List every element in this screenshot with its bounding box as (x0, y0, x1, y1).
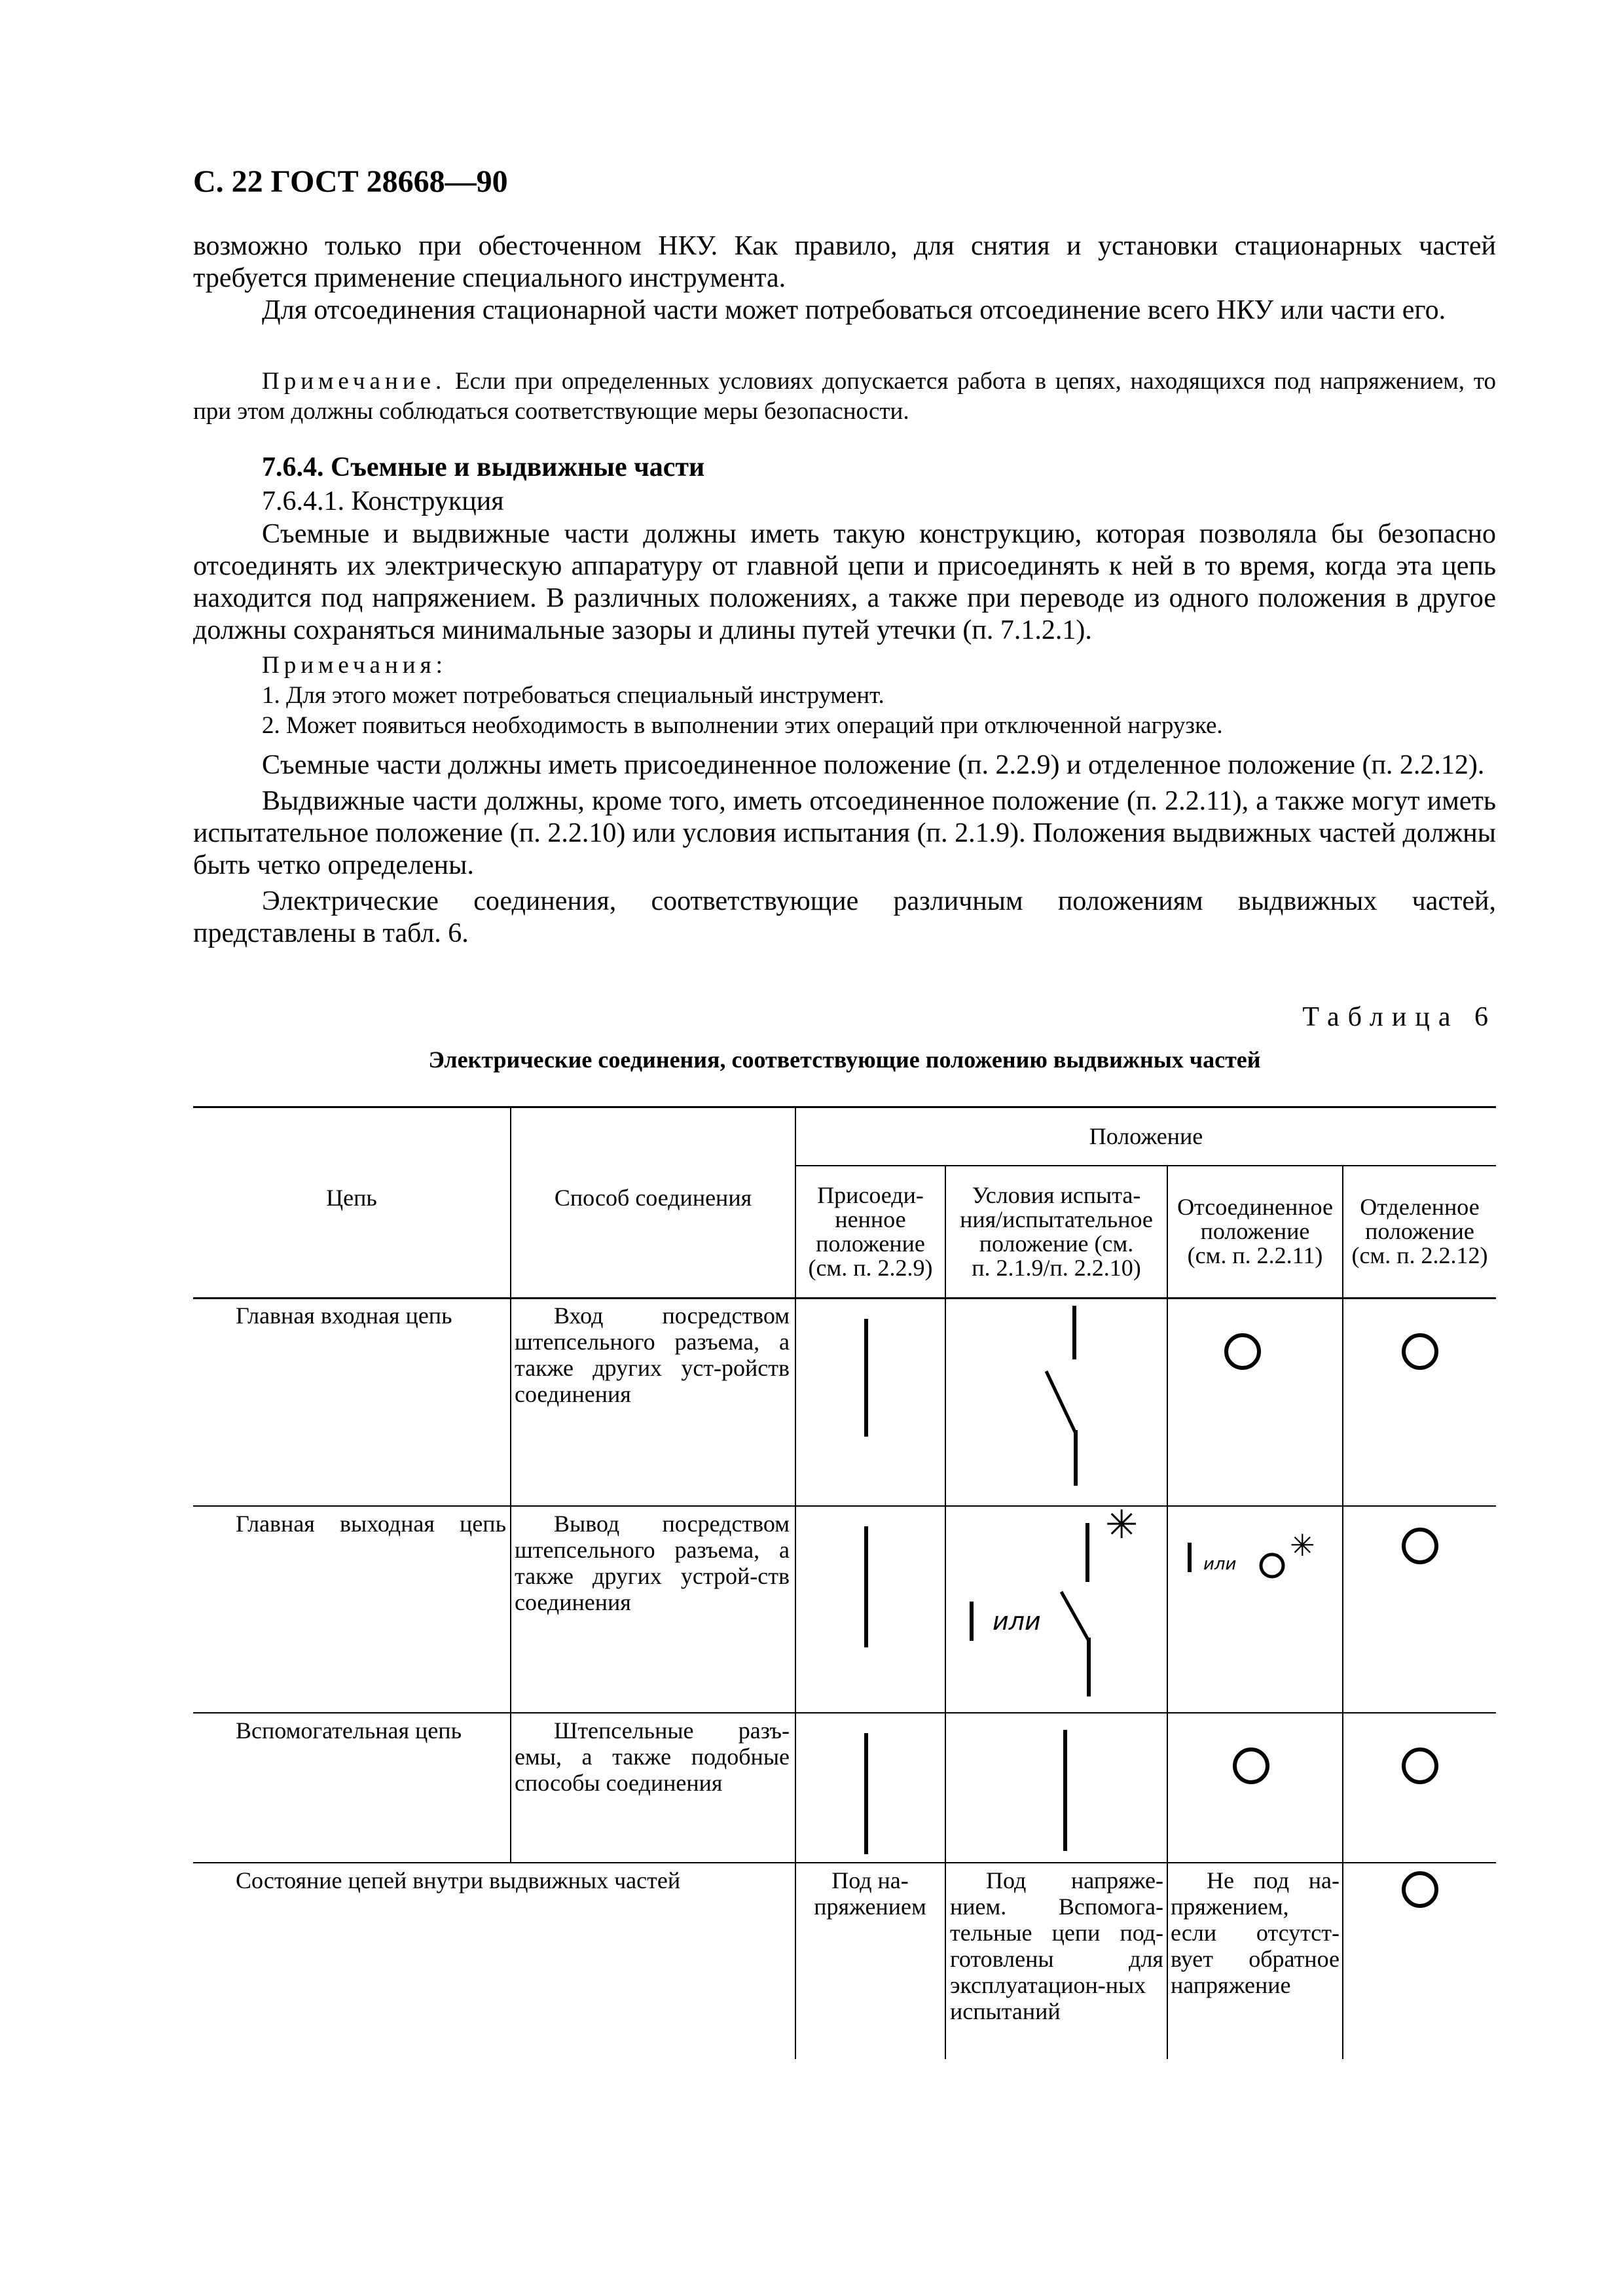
open-circle-icon (1404, 1749, 1436, 1782)
header-test: Условия испыта- ния/испытательное положение (см. п. 2.1.9/п. 2.2.10) (960, 1182, 1153, 1281)
construction-text (193, 518, 1496, 647)
paragraph-6: Электрические соединения, соответствующие различным положениям выдвижных частей, представлены в табл. 6. (193, 886, 1496, 948)
table-top-border (193, 1106, 1496, 1108)
note-1-text: Если при определенных условиях допускается работа в цепях, находящихся под напряжением, то при этом должны соблюдаться соответствующие меры безопасности. (193, 368, 1496, 425)
positions-text (193, 749, 1496, 950)
header-removed: Отделенное положение (см. п. 2.2.12) (1351, 1194, 1488, 1268)
row-2-method: Вывод посредством штепсельного разъема, а также других устрой-ств соединения (515, 1511, 790, 1615)
paragraph-3: Съемные и выдвижные части должны иметь такую конструкцию, которая позволяла бы безопасно отсоединять их электрическую аппаратуру от главной цепи и присоединять к ней в то время, когда эта цепь находится под напряжением. В различных положениях, а также при переводе из одного положения в другое должны сохраняться минимальные зазоры и длины путей утечки (п. 7.1.2.1). (193, 519, 1496, 645)
header-connected: Присоеди- ненное положение (см. п. 2.2.9) (808, 1182, 933, 1281)
state-row-symbol (1343, 1863, 1496, 1942)
paragraph-5: Выдвижные части должны, кроме того, иметь отсоединенное положение (п. 2.2.11), а также могут иметь испытательное положение (п. 2.2.10) или условия испытания (п. 2.1.9). Положения выдвижных частей должны быть четко определены. (193, 786, 1496, 880)
row-1-symbols (796, 1299, 1496, 1505)
paragraph-1: возможно только при обесточенном НКУ. Как правило, для снятия и установки стационарных частей требуется применение специального инструмента. (193, 231, 1496, 293)
intro-text (193, 230, 1496, 327)
asterisk-icon: ✳ (1105, 1502, 1139, 1548)
header-position: Положение (1089, 1123, 1203, 1149)
row-3-circuit: Вспомогательная цепь (236, 1717, 462, 1744)
state-row-connected: Под на-пряжением (814, 1867, 926, 1920)
state-row-disconnected: Не под на-пряжением, если отсутст-вует обратное напряжение (1171, 1867, 1340, 1998)
table-title: Электрические соединения, соответствующие положению выдвижных частей (428, 1047, 1261, 1073)
row-1-circuit: Главная входная цепь (236, 1302, 452, 1329)
row-2-symbols (796, 1502, 1496, 1712)
header-method: Способ соединения (554, 1185, 752, 1211)
state-row-test: Под напряже-нием. Вспомога-тельные цепи под-готовлены для эксплуатацион-ных испытаний (950, 1867, 1163, 2024)
note-item-2: 2. Может появиться необходимость в выполнении этих операций при отключенной нагрузке. (262, 712, 1223, 739)
open-circle-icon (1404, 1335, 1436, 1368)
section-title: 7.6.4. Съемные и выдвижные части (262, 452, 705, 482)
row-divider-3 (193, 1862, 1496, 1863)
or-label-small: или (1203, 1554, 1237, 1574)
notes-label: Примечания: (262, 652, 447, 679)
table-label: Таблица 6 (1302, 1002, 1497, 1032)
asterisk-icon: ✳ (1290, 1528, 1315, 1563)
note-1-label: Примечание. (262, 368, 447, 395)
switch-blade-icon (1046, 1371, 1076, 1433)
row-2-circuit: Главная выходная цепь (236, 1511, 506, 1537)
open-circle-icon (1404, 1530, 1436, 1562)
row-1-method: Вход посредством штепсельного разъема, а также других уст-ройств соединения (515, 1302, 790, 1407)
header-disconnected: Отсоединенное положение (см. п. 2.2.11) (1177, 1194, 1333, 1268)
position-subheader-line (795, 1165, 1496, 1166)
col-divider-1 (510, 1106, 511, 1863)
note-item-1: 1. Для этого может потребоваться специальный инструмент. (262, 682, 884, 709)
open-circle-icon (1261, 1554, 1283, 1577)
note-1 (193, 367, 1496, 427)
open-circle-icon (1226, 1335, 1259, 1368)
header-circuit: Цепь (326, 1185, 377, 1211)
page-header: С. 22 ГОСТ 28668—90 (193, 164, 508, 199)
open-circle-icon (1235, 1749, 1267, 1782)
switch-blade-icon (1061, 1592, 1089, 1641)
paragraph-4: Съемные части должны иметь присоединенное положение (п. 2.2.9) и отделенное положение (п. 2.2.12). (262, 750, 1485, 780)
state-row-label: Состояние цепей внутри выдвижных частей (236, 1867, 681, 1893)
subsection-title: 7.6.4.1. Конструкция (262, 486, 504, 516)
paragraph-2: Для отсоединения стационарной части может потребоваться отсоединение всего НКУ или части его. (262, 295, 1446, 325)
notes-block (262, 651, 1496, 741)
row-3-symbols (796, 1713, 1496, 1862)
open-circle-icon (1404, 1873, 1436, 1906)
or-label: или (993, 1607, 1041, 1636)
row-3-method: Штепсельные разъ-емы, а также подобные способы соединения (515, 1717, 790, 1796)
